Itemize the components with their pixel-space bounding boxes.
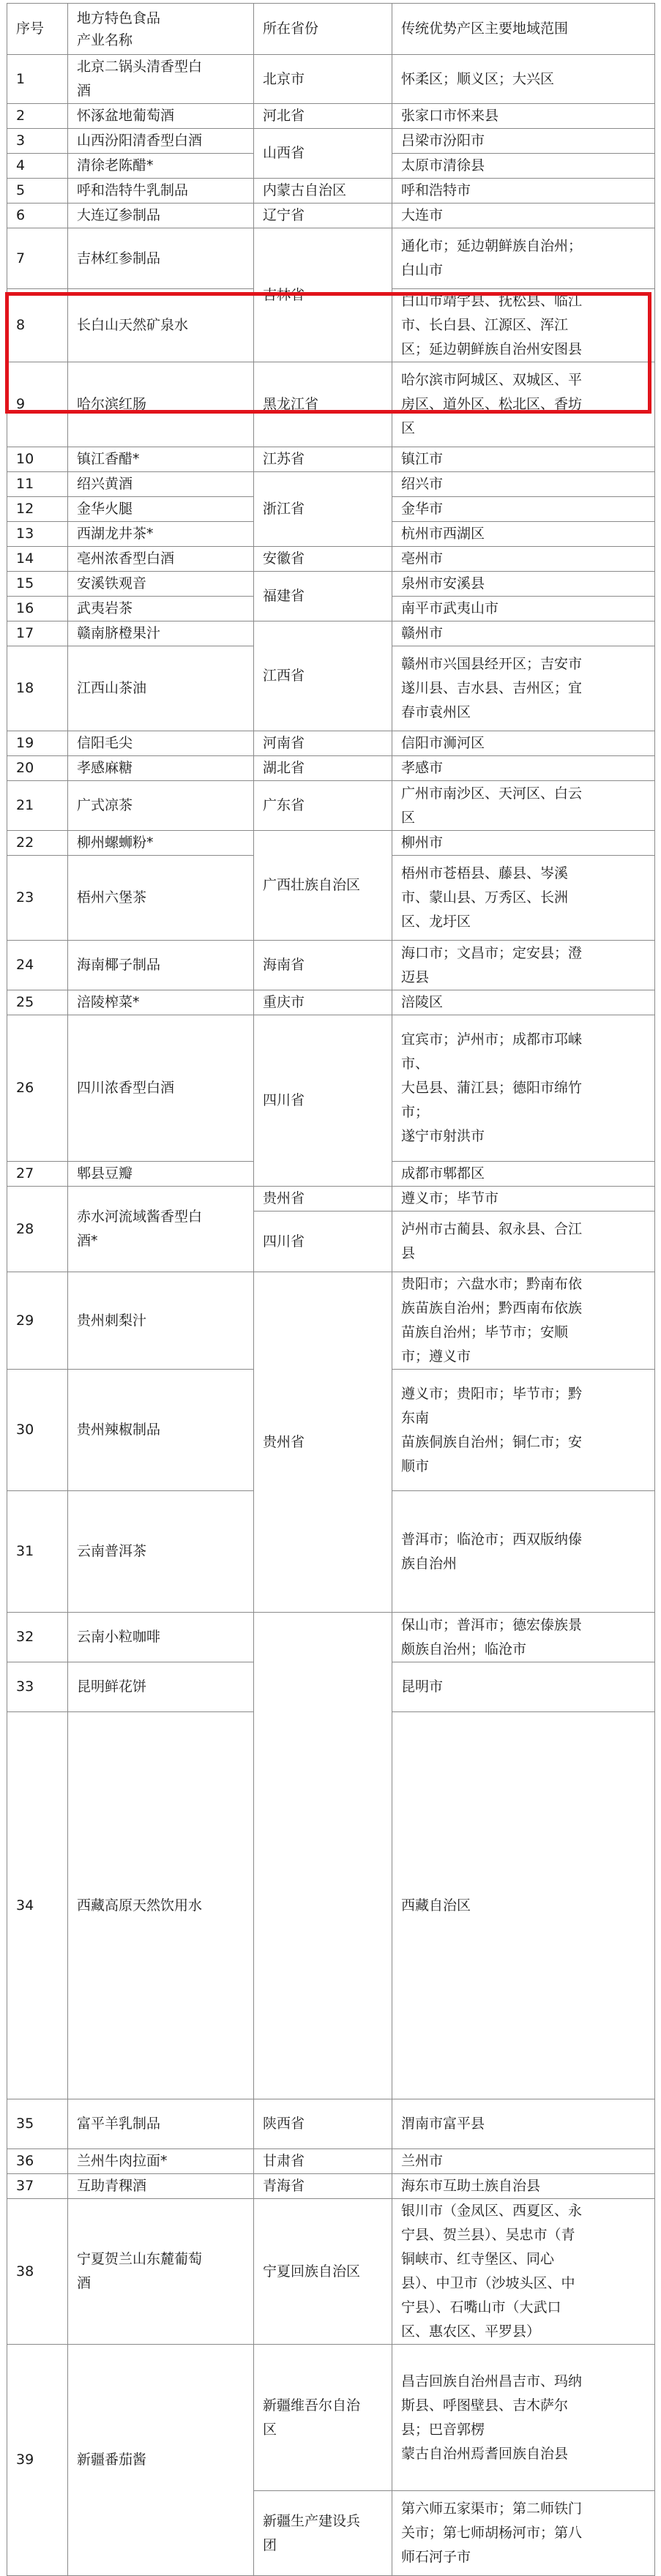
row-number: 29	[7, 1272, 68, 1370]
province-cell: 新疆维吾尔自治 区	[254, 2345, 392, 2491]
province-cell: 贵州省	[254, 1187, 392, 1212]
area-cell: 梧州市苍梧县、藤县、岑溪 市、蒙山县、万秀区、长洲 区、龙圩区	[392, 856, 655, 941]
industry-name: 海南椰子制品	[68, 941, 254, 990]
province-cell: 浙江省	[254, 472, 392, 547]
province-cell: 内蒙古自治区	[254, 179, 392, 204]
industry-name: 长白山天然矿泉水	[68, 289, 254, 362]
table-row	[7, 990, 655, 1015]
row-number: 26	[7, 1015, 68, 1162]
area-cell: 兰州市	[392, 2149, 655, 2174]
table-row	[7, 1187, 655, 1212]
table-row	[7, 1272, 655, 1370]
industry-name: 大连辽参制品	[68, 204, 254, 228]
province-cell: 广东省	[254, 781, 392, 831]
industry-name: 哈尔滨红肠	[68, 362, 254, 447]
province-cell: 青海省	[254, 2174, 392, 2199]
province-cell: 安徽省	[254, 547, 392, 572]
row-number: 24	[7, 941, 68, 990]
industry-name: 绍兴黄酒	[68, 472, 254, 497]
row-number: 17	[7, 621, 68, 646]
area-cell: 张家口市怀来县	[392, 104, 655, 129]
area-cell: 普洱市；临沧市；西双版纳傣 族自治州	[392, 1491, 655, 1613]
area-cell: 遵义市；贵阳市；毕节市；黔 东南 苗族侗族自治州；铜仁市；安 顺市	[392, 1370, 655, 1491]
row-number: 36	[7, 2149, 68, 2174]
province-cell: 陕西省	[254, 2099, 392, 2149]
table-row	[7, 447, 655, 472]
row-number: 4	[7, 154, 68, 179]
table-row	[7, 1613, 655, 1662]
area-cell: 呼和浩特市	[392, 179, 655, 204]
row-number: 23	[7, 856, 68, 941]
area-cell: 成都市郫都区	[392, 1162, 655, 1187]
industry-name: 金华火腿	[68, 497, 254, 522]
row-number: 38	[7, 2199, 68, 2345]
province-cell	[254, 1613, 392, 2099]
area-cell: 镇江市	[392, 447, 655, 472]
industry-name: 亳州浓香型白酒	[68, 547, 254, 572]
province-cell: 河南省	[254, 731, 392, 756]
row-number: 32	[7, 1613, 68, 1662]
row-number: 6	[7, 204, 68, 228]
area-cell: 广州市南沙区、天河区、白云 区	[392, 781, 655, 831]
row-number: 31	[7, 1491, 68, 1613]
table-row	[7, 547, 655, 572]
province-cell: 黑龙江省	[254, 362, 392, 447]
area-cell: 泸州市古蔺县、叙永县、合江 县	[392, 1212, 655, 1272]
table-row	[7, 2174, 655, 2199]
province-cell: 贵州省	[254, 1272, 392, 1613]
area-cell: 海口市；文昌市；定安县；澄 迈县	[392, 941, 655, 990]
table-row	[7, 1015, 655, 1162]
province-cell: 宁夏回族自治区	[254, 2199, 392, 2345]
province-cell: 山西省	[254, 129, 392, 179]
area-cell: 太原市清徐县	[392, 154, 655, 179]
area-cell: 遵义市；毕节市	[392, 1187, 655, 1212]
header-area: 传统优势产区主要地域范围	[392, 4, 655, 55]
area-cell: 贵阳市；六盘水市；黔南布依 族苗族自治州；黔西南布依族 苗族自治州；毕节市；安顺 市；遵义市	[392, 1272, 655, 1370]
province-cell: 江西省	[254, 621, 392, 731]
province-cell: 甘肃省	[254, 2149, 392, 2174]
industry-name: 涪陵榨菜*	[68, 990, 254, 1015]
area-cell: 孝感市	[392, 756, 655, 781]
industry-name: 北京二锅头清香型白 酒	[68, 55, 254, 104]
province-cell: 河北省	[254, 104, 392, 129]
industry-name: 镇江香醋*	[68, 447, 254, 472]
province-cell: 四川省	[254, 1015, 392, 1187]
industry-name: 富平羊乳制品	[68, 2099, 254, 2149]
province-cell: 西藏自治区	[392, 1712, 655, 2099]
industry-name: 兰州牛肉拉面*	[68, 2149, 254, 2174]
row-number: 22	[7, 831, 68, 856]
row-number: 15	[7, 572, 68, 597]
area-cell: 昌吉回族自治州昌吉市、玛纳 斯县、呼图壁县、吉木萨尔 县；巴音郭楞 蒙古自治州焉耆回族自治县	[392, 2345, 655, 2491]
area-cell: 银川市（金凤区、西夏区、永 宁县、贺兰县）、吴忠市（青 铜峡市、红寺堡区、同心 县）、中卫市（沙坡头区、中 宁县）、石嘴山市（大武口 区、惠农区、平罗县）	[392, 2199, 655, 2345]
table-row	[7, 756, 655, 781]
industry-name: 西藏高原天然饮用水	[68, 1712, 254, 2099]
area-cell: 大连市	[392, 204, 655, 228]
industry-name: 贵州刺梨汁	[68, 1272, 254, 1370]
area-cell: 赣州市兴国县经开区；吉安市 遂川县、吉水县、吉州区；宜 春市袁州区	[392, 646, 655, 731]
row-number: 39	[7, 2345, 68, 2576]
area-cell: 渭南市富平县	[392, 2099, 655, 2149]
header-province: 所在省份	[254, 4, 392, 55]
area-cell: 涪陵区	[392, 990, 655, 1015]
industry-name: 宁夏贺兰山东麓葡萄 酒	[68, 2199, 254, 2345]
area-cell: 赣州市	[392, 621, 655, 646]
industry-name: 新疆番茄酱	[68, 2345, 254, 2576]
industry-name: 赣南脐橙果汁	[68, 621, 254, 646]
province-cell: 辽宁省	[254, 204, 392, 228]
industry-name: 云南普洱茶	[68, 1491, 254, 1613]
area-cell: 杭州市西湖区	[392, 522, 655, 547]
table-row	[7, 2345, 655, 2491]
row-number: 3	[7, 129, 68, 154]
area-cell: 海东市互助土族自治县	[392, 2174, 655, 2199]
area-cell: 昆明市	[392, 1662, 655, 1712]
industry-name: 清徐老陈醋*	[68, 154, 254, 179]
row-number: 33	[7, 1662, 68, 1712]
area-cell: 绍兴市	[392, 472, 655, 497]
header-seq: 序号	[7, 4, 68, 55]
industry-name: 吉林红参制品	[68, 228, 254, 289]
area-cell: 泉州市安溪县	[392, 572, 655, 597]
industry-name: 柳州螺蛳粉*	[68, 831, 254, 856]
industry-name: 山西汾阳清香型白酒	[68, 129, 254, 154]
province-cell: 吉林省	[254, 228, 392, 362]
table-row	[7, 941, 655, 990]
table-row	[7, 2199, 655, 2345]
area-cell: 吕梁市汾阳市	[392, 129, 655, 154]
industry-name: 四川浓香型白酒	[68, 1015, 254, 1162]
table-row	[7, 2149, 655, 2174]
area-cell: 信阳市浉河区	[392, 731, 655, 756]
industry-name: 郫县豆瓣	[68, 1162, 254, 1187]
row-number: 30	[7, 1370, 68, 1491]
table-row	[7, 55, 655, 104]
table-row	[7, 731, 655, 756]
industry-name: 江西山茶油	[68, 646, 254, 731]
area-cell: 亳州市	[392, 547, 655, 572]
province-cell: 海南省	[254, 941, 392, 990]
row-number: 21	[7, 781, 68, 831]
province-cell: 四川省	[254, 1212, 392, 1272]
industry-name: 昆明鲜花饼	[68, 1662, 254, 1712]
province-cell: 湖北省	[254, 756, 392, 781]
row-number: 1	[7, 55, 68, 104]
row-number: 10	[7, 447, 68, 472]
table-row	[7, 2099, 655, 2149]
industry-name: 广式凉茶	[68, 781, 254, 831]
food-industry-table	[7, 3, 655, 2576]
province-cell: 江苏省	[254, 447, 392, 472]
industry-name: 呼和浩特牛乳制品	[68, 179, 254, 204]
industry-name: 安溪铁观音	[68, 572, 254, 597]
area-cell: 柳州市	[392, 831, 655, 856]
header-industry: 地方特色食品 产业名称	[68, 4, 254, 55]
row-number: 28	[7, 1187, 68, 1272]
industry-name: 云南小粒咖啡	[68, 1613, 254, 1662]
industry-name: 互助青稞酒	[68, 2174, 254, 2199]
table-row	[7, 362, 655, 447]
area-cell: 哈尔滨市阿城区、双城区、平 房区、道外区、松北区、香坊 区	[392, 362, 655, 447]
row-number: 19	[7, 731, 68, 756]
row-number: 9	[7, 362, 68, 447]
row-number: 18	[7, 646, 68, 731]
table-row	[7, 179, 655, 204]
table-row	[7, 781, 655, 831]
table-row	[7, 472, 655, 497]
industry-name: 武夷岩茶	[68, 597, 254, 621]
row-number: 27	[7, 1162, 68, 1187]
province-cell: 重庆市	[254, 990, 392, 1015]
table-row	[7, 831, 655, 856]
row-number: 37	[7, 2174, 68, 2199]
area-cell: 白山市靖宇县、抚松县、临江 市、长白县、江源区、浑江 区；延边朝鲜族自治州安图县	[392, 289, 655, 362]
table-row	[7, 129, 655, 154]
row-number: 12	[7, 497, 68, 522]
row-number: 34	[7, 1712, 68, 2099]
table-row	[7, 621, 655, 646]
industry-name: 赤水河流域酱香型白 酒*	[68, 1187, 254, 1272]
row-number: 8	[7, 289, 68, 362]
table-row	[7, 572, 655, 597]
header-row	[7, 4, 655, 55]
industry-name: 梧州六堡茶	[68, 856, 254, 941]
table-row	[7, 104, 655, 129]
industry-name: 怀涿盆地葡萄酒	[68, 104, 254, 129]
row-number: 7	[7, 228, 68, 289]
province-cell: 北京市	[254, 55, 392, 104]
industry-name: 孝感麻糖	[68, 756, 254, 781]
industry-name: 信阳毛尖	[68, 731, 254, 756]
province-cell: 福建省	[254, 572, 392, 621]
area-cell: 金华市	[392, 497, 655, 522]
row-number: 13	[7, 522, 68, 547]
row-number: 11	[7, 472, 68, 497]
area-cell: 怀柔区；顺义区；大兴区	[392, 55, 655, 104]
row-number: 14	[7, 547, 68, 572]
industry-name: 贵州辣椒制品	[68, 1370, 254, 1491]
row-number: 35	[7, 2099, 68, 2149]
province-cell: 新疆生产建设兵 团	[254, 2491, 392, 2576]
row-number: 16	[7, 597, 68, 621]
area-cell: 保山市；普洱市；德宏傣族景 颇族自治州；临沧市	[392, 1613, 655, 1662]
row-number: 2	[7, 104, 68, 129]
area-cell: 通化市；延边朝鲜族自治州； 白山市	[392, 228, 655, 289]
row-number: 20	[7, 756, 68, 781]
table-row	[7, 204, 655, 228]
row-number: 5	[7, 179, 68, 204]
industry-name: 西湖龙井茶*	[68, 522, 254, 547]
row-number: 25	[7, 990, 68, 1015]
table-row	[7, 228, 655, 289]
province-cell: 广西壮族自治区	[254, 831, 392, 941]
area-cell: 宜宾市；泸州市；成都市邛崃 市、 大邑县、蒲江县；德阳市绵竹 市； 遂宁市射洪市	[392, 1015, 655, 1162]
area-cell: 南平市武夷山市	[392, 597, 655, 621]
area-cell: 第六师五家渠市；第二师铁门 关市；第七师胡杨河市；第八 师石河子市	[392, 2491, 655, 2576]
